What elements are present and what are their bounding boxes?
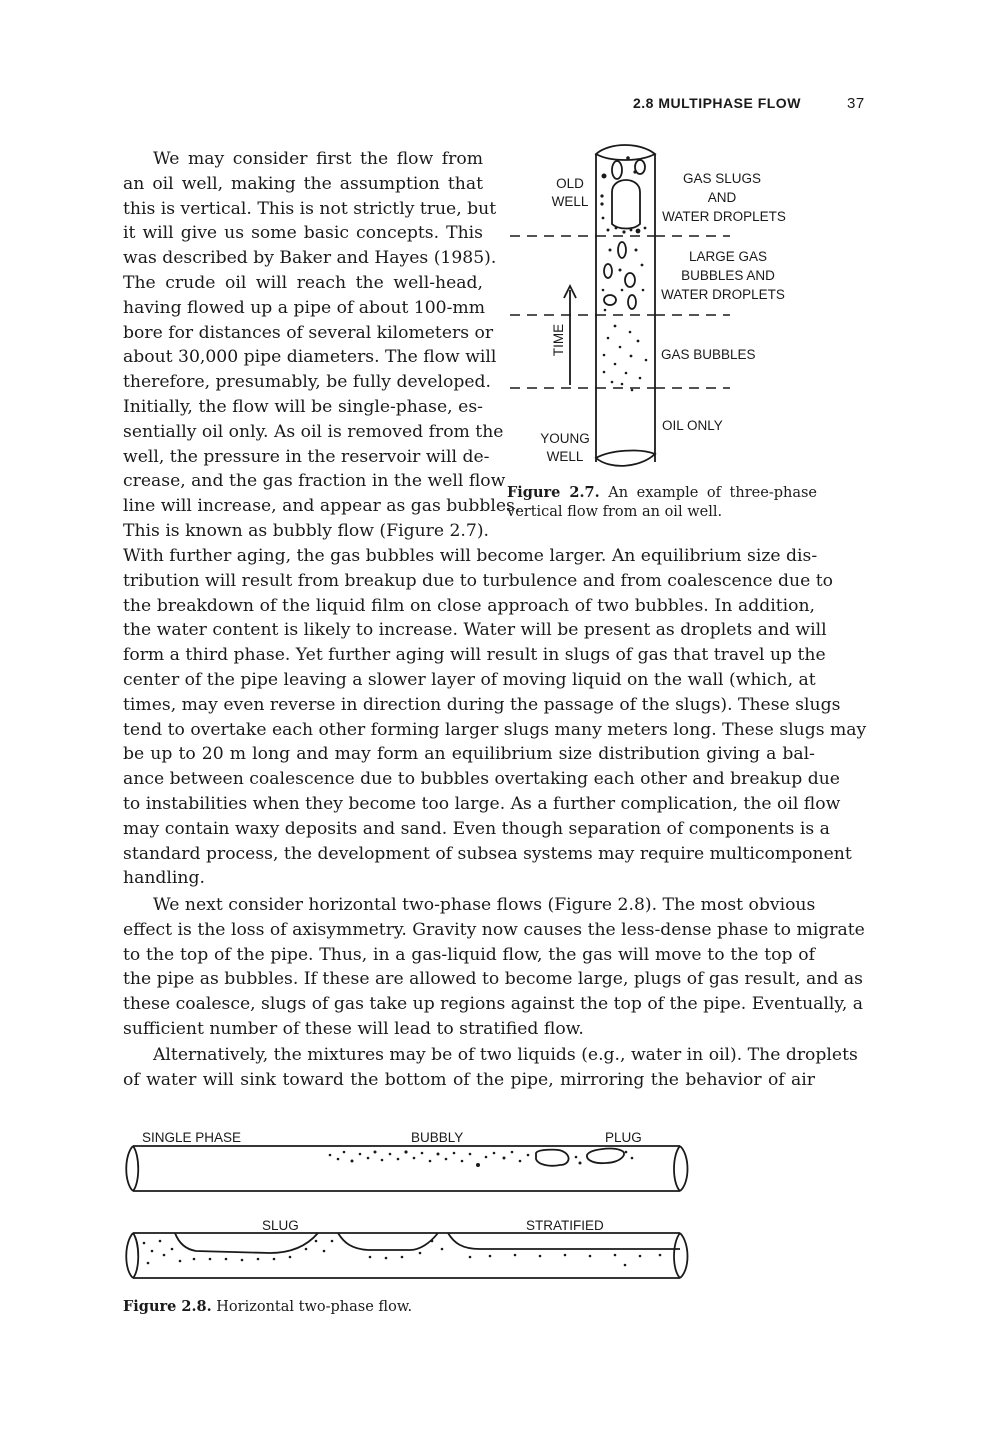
gas-slug (175, 1233, 318, 1253)
paragraph-oil-well-flow (123, 147, 521, 544)
text-line: was described by Baker and Hayes (1985). (123, 248, 497, 269)
text-line: With further aging, the gas bubbles will become larger. An equilibrium size dis- (123, 546, 818, 566)
pipe-bottom (126, 1233, 687, 1278)
zone-gas-slugs-line2: AND (707, 190, 737, 205)
section-title: 2.8 MULTIPHASE FLOW (633, 95, 801, 111)
text-line: may contain waxy deposits and sand. Even though separation of components is a (123, 818, 830, 839)
text-line: We next consider horizontal two-phase flows (Figure 2.8). The most obvious (153, 895, 816, 915)
zone-gas-bubbles: GAS BUBBLES (661, 347, 756, 362)
label-plug: PLUG (605, 1130, 642, 1145)
text-line: tend to overtake each other forming larger slugs many meters long. These slugs may (123, 719, 867, 740)
figure-2-8-caption (123, 1297, 623, 1317)
text-line: of water will sink toward the bottom of the pipe, mirroring the behavior of air (123, 1069, 815, 1090)
label-old: OLD (556, 176, 584, 191)
text-line: This is known as bubbly flow (Figure 2.7). (123, 520, 489, 541)
text-line: bore for distances of several kilometers or (123, 322, 494, 343)
label-young: YOUNG (540, 431, 590, 446)
text-line: therefore, presumably, be fully developed. (123, 372, 492, 393)
stratified-interface (448, 1233, 680, 1249)
zone-large-gas-line2: BUBBLES AND (681, 268, 775, 283)
text-line: having flowed up a pipe of about 100-mm (123, 297, 486, 318)
pipe-bottom-opening (596, 451, 655, 466)
text-line: center of the pipe leaving a slower layer of moving liquid on the wall (which, at (123, 669, 816, 690)
text-line: handling. (123, 868, 205, 889)
label-well-bottom: WELL (546, 449, 584, 464)
text-line: these coalesce, slugs of gas take up regions against the top of the pipe. Eventually, a (123, 994, 864, 1015)
paragraph-horizontal-flow (123, 893, 865, 1042)
label-time: TIME (551, 323, 566, 357)
page-number: 37 (847, 95, 865, 112)
text-line: tribution will result from breakup due to turbulence and from coalescence due to (123, 570, 834, 591)
gas-bubble (628, 295, 636, 309)
text-line: to the top of the pipe. Thus, in a gas-liquid flow, the gas will move to the top of (123, 944, 815, 965)
caption-line (507, 483, 817, 503)
gas-slug (338, 1233, 438, 1250)
gas-plug (536, 1150, 569, 1166)
text-line: times, may even reverse in direction during the passage of the slugs). These slugs (123, 694, 841, 715)
text-line: form a third phase. Yet further aging will result in slugs of gas that travel up the (123, 645, 826, 666)
zone-gas-slugs-line1: GAS SLUGS (682, 171, 762, 186)
text-line: line will increase, and appear as gas bubbles. (123, 496, 521, 517)
text-line: sufficient number of these will lead to stratified flow. (123, 1018, 584, 1039)
text-line: Initially, the flow will be single-phase, es- (123, 396, 483, 417)
zone-oil-only: OIL ONLY (662, 418, 723, 433)
pipe-top-opening (596, 145, 655, 160)
text-line: Alternatively, the mixtures may be of two liquids (e.g., water in oil). The droplets (153, 1045, 858, 1065)
paragraph-two-liquids (123, 1043, 858, 1093)
running-head (633, 95, 873, 115)
figure-2-7-vertical-flow (500, 140, 820, 475)
label-well-top: WELL (551, 194, 589, 209)
text-line: the water content is likely to increase. Water will be present as droplets and will (123, 620, 827, 641)
gas-bubble (604, 264, 612, 278)
gas-bubble (618, 242, 626, 258)
figure-2-7-caption (507, 483, 817, 522)
label-single-phase: SINGLE PHASE (142, 1130, 242, 1145)
text-line: well, the pressure in the reservoir will de- (123, 446, 490, 467)
caption-text: An example of three-phase (608, 485, 818, 501)
text-line: the breakdown of the liquid film on close approach of two bubbles. In addition, (123, 595, 815, 616)
text-line: about 30,000 pipe diameters. The flow will (123, 347, 497, 368)
text-line: be up to 20 m long and may form an equilibrium size distribution giving a bal- (123, 744, 815, 765)
gas-slug (612, 180, 640, 229)
gas-plug (587, 1149, 624, 1164)
text-line: effect is the loss of axisymmetry. Gravity now causes the less-dense phase to migrate (123, 919, 865, 940)
text-line: ance between coalescence due to bubbles overtaking each other and breakup due (123, 769, 840, 790)
caption-text: Horizontal two-phase flow. (216, 1299, 413, 1315)
zone-large-gas-line3: WATER DROPLETS (661, 287, 785, 302)
text-line: We may consider first the flow from (153, 149, 483, 169)
text-line: sentially oil only. As oil is removed from the (123, 421, 504, 442)
text-line: the pipe as bubbles. If these are allowed to become large, plugs of gas result, and as (123, 969, 863, 990)
caption-label: Figure 2.7. (507, 484, 600, 501)
label-bubbly: BUBBLY (411, 1130, 464, 1145)
small-gas-bubbles (603, 325, 648, 392)
zone-gas-slugs-line3: WATER DROPLETS (662, 209, 786, 224)
text-line: The crude oil will reach the well-head, (123, 272, 483, 293)
text-line: to instabilities when they become too large. As a further complication, the oil flow (123, 793, 841, 814)
gas-bubble (612, 161, 622, 179)
text-line: standard process, the development of subsea systems may require multicomponent (123, 843, 852, 864)
text-line: this is vertical. This is not strictly true, but (123, 198, 497, 219)
zone-large-gas-line1: LARGE GAS (688, 249, 768, 264)
bubbles-bottom (143, 1240, 662, 1267)
paragraph-aging-flow (123, 544, 867, 891)
label-stratified: STRATIFIED (526, 1218, 604, 1233)
text-line: it will give us some basic concepts. This (123, 223, 483, 244)
gas-bubble (604, 295, 616, 305)
caption-label: Figure 2.8. (123, 1298, 212, 1315)
text-line: an oil well, making the assumption that (123, 173, 483, 194)
text-line: crease, and the gas fraction in the well flow (123, 471, 506, 492)
caption-line: vertical flow from an oil well. (507, 504, 723, 520)
label-slug: SLUG (262, 1218, 299, 1233)
figure-2-8-horizontal-flow (120, 1125, 700, 1290)
gas-bubble (625, 273, 635, 287)
